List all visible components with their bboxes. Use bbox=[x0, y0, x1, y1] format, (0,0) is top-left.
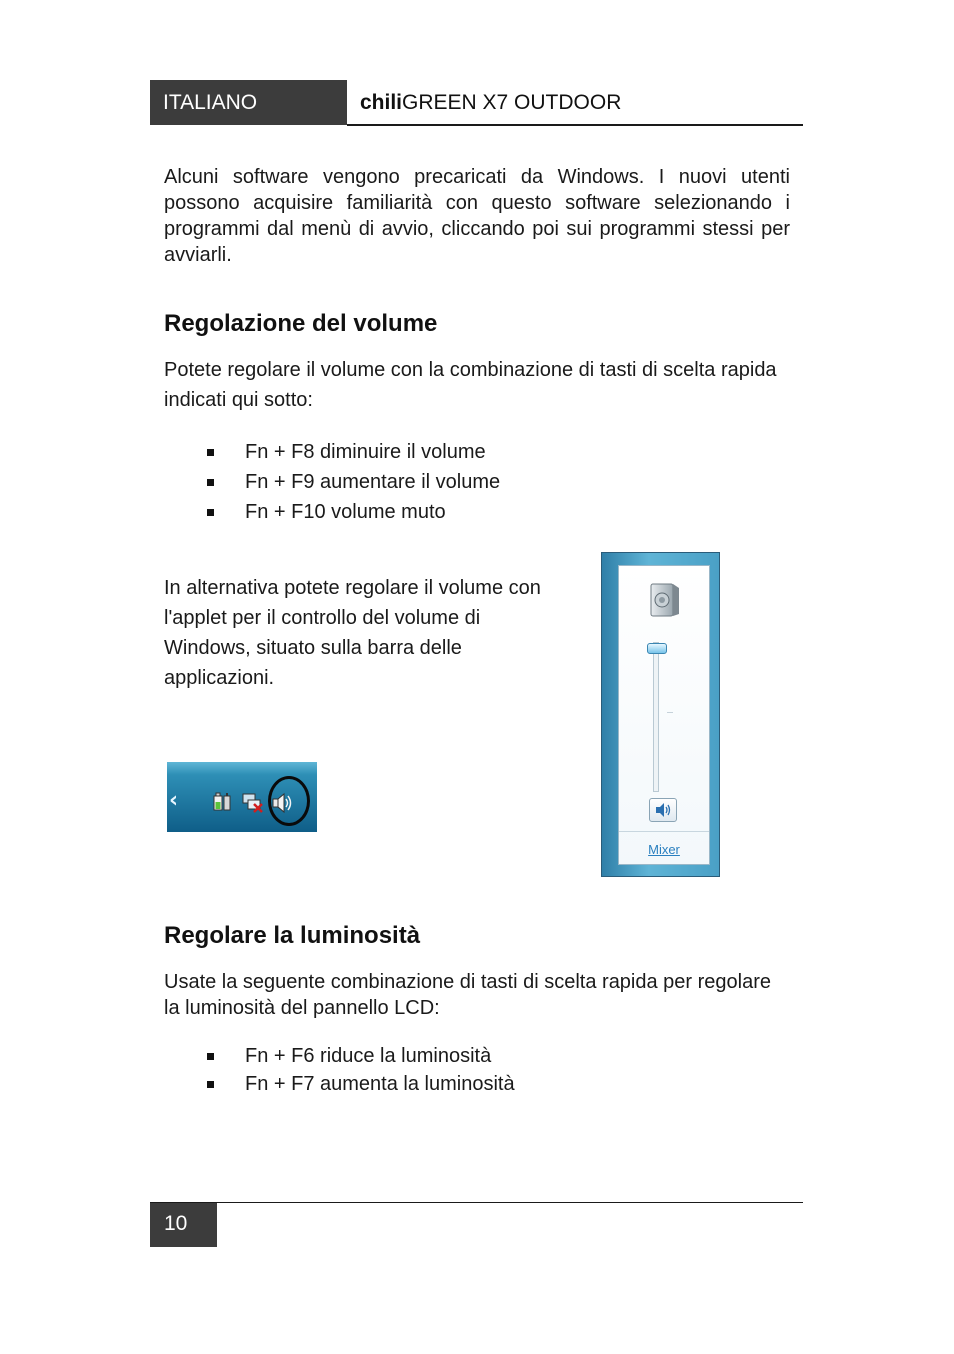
highlight-circle bbox=[268, 776, 310, 826]
volume-applet-screenshot bbox=[601, 552, 720, 877]
bullet-icon bbox=[207, 509, 214, 516]
list-item-text: Fn + F9 aumentare il volume bbox=[245, 471, 501, 493]
header-product-title bbox=[360, 80, 621, 125]
speaker-mute-icon bbox=[650, 799, 676, 821]
list-item-text: Fn + F10 volume muto bbox=[245, 501, 446, 523]
mixer-link[interactable]: Mixer bbox=[648, 842, 680, 857]
footer-rule bbox=[150, 1202, 803, 1203]
volume-slider-tick bbox=[667, 712, 673, 713]
volume-section-title: Regolazione del volume bbox=[164, 310, 438, 337]
mute-button[interactable] bbox=[649, 798, 677, 822]
volume-applet-divider bbox=[619, 831, 709, 832]
speaker-device-icon bbox=[649, 582, 681, 623]
network-icon[interactable] bbox=[241, 792, 265, 819]
brightness-section-title: Regolare la luminosità bbox=[164, 922, 421, 949]
volume-slider-track[interactable] bbox=[653, 642, 659, 792]
header-language-tab bbox=[150, 80, 347, 125]
list-item-text: Fn + F7 aumenta la luminosità bbox=[245, 1073, 515, 1095]
taskbar-screenshot bbox=[167, 762, 317, 832]
list-item bbox=[205, 1042, 515, 1070]
volume-section-intro: Potete regolare il volume con la combinazione di tasti di scelta rapida indicati qui sotto: bbox=[164, 359, 777, 411]
volume-alternative-line: Windows, situato sulla barra delle bbox=[164, 637, 462, 659]
volume-alternative-line: applicazioni. bbox=[164, 667, 275, 689]
list-item bbox=[205, 437, 500, 467]
brightness-shortcut-list bbox=[205, 1042, 515, 1098]
volume-alternative-line: In alternativa potete regolare il volume con bbox=[164, 577, 541, 599]
bullet-icon bbox=[207, 1053, 214, 1060]
list-item bbox=[205, 1070, 515, 1098]
header-product-prefix: chili bbox=[360, 91, 403, 114]
volume-alternative-text bbox=[164, 573, 564, 693]
list-item bbox=[205, 467, 500, 497]
volume-alternative-line: l'applet per il controllo del volume di bbox=[164, 607, 481, 629]
bullet-icon bbox=[207, 479, 214, 486]
list-item bbox=[205, 497, 500, 527]
volume-shortcut-list bbox=[205, 437, 500, 527]
header-language: ITALIANO bbox=[163, 91, 258, 114]
page-number: 10 bbox=[164, 1212, 188, 1235]
list-item-text: Fn + F8 diminuire il volume bbox=[245, 441, 486, 463]
volume-applet-panel bbox=[618, 565, 710, 865]
header-rule bbox=[347, 124, 803, 126]
volume-slider-thumb[interactable] bbox=[647, 643, 667, 654]
page-number-tab bbox=[150, 1203, 217, 1247]
intro-paragraph: Alcuni software vengono precaricati da Windows. I nuovi utenti possono acquisire familiarità con questo software selezionando i programmi dal menù di avvio, cliccando poi sui programmi stessi per avviarli. bbox=[164, 166, 790, 266]
bullet-icon bbox=[207, 449, 214, 456]
brightness-section-intro: Usate la seguente combinazione di tasti di scelta rapida per regolare la luminosità del pannello LCD: bbox=[164, 971, 772, 1019]
chevron-left-icon[interactable]: ‹ bbox=[169, 788, 179, 813]
power-icon[interactable] bbox=[211, 790, 235, 819]
list-item-text: Fn + F6 riduce la luminosità bbox=[245, 1045, 492, 1067]
header-product-name: GREEN X7 OUTDOOR bbox=[402, 91, 622, 114]
bullet-icon bbox=[207, 1081, 214, 1088]
